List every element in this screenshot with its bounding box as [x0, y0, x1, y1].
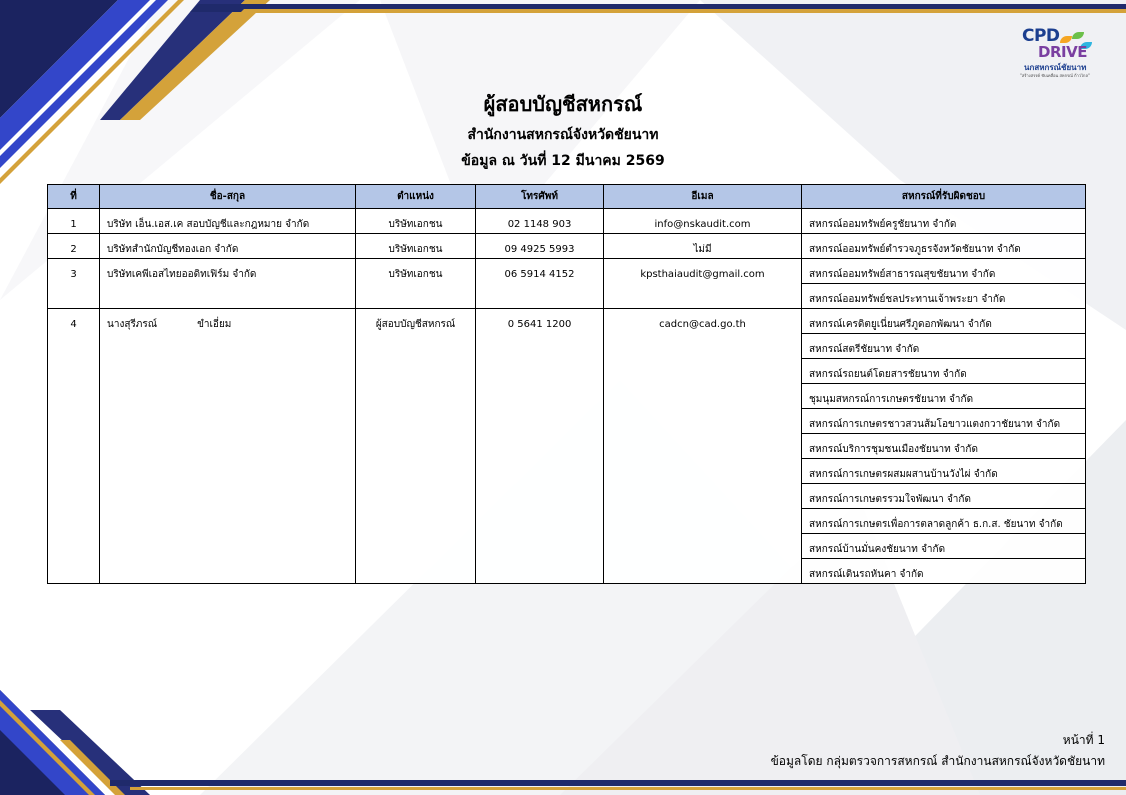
cooperative-item: สหกรณ์รถยนต์โดยสารชัยนาท จำกัด	[802, 358, 1085, 383]
cooperative-item: สหกรณ์บริการชุมชนเมืองชัยนาท จำกัด	[802, 433, 1085, 458]
table-row	[48, 234, 1086, 259]
logo-text-cpd: CPD	[1022, 26, 1060, 46]
auditor-name: บริษัท เอ็น.เอส.เค สอบบัญชีและกฎหมาย จำกัด	[100, 209, 356, 234]
auditor-phone: 09 4925 5993	[476, 234, 604, 259]
auditor-email: kpsthaiaudit@gmail.com	[604, 259, 802, 309]
auditor-position: บริษัทเอกชน	[356, 234, 476, 259]
auditor-first-name: นางสุรีภรณ์	[107, 319, 158, 330]
cooperative-item: สหกรณ์การเกษตรชาวสวนส้มโอขาวแตงกวาชัยนาท จำกัด	[802, 408, 1085, 433]
logo-text-drive: DRIVE	[1038, 43, 1087, 61]
cooperative-item: สหกรณ์ออมทรัพย์ชลประทานเจ้าพระยา จำกัด	[802, 283, 1085, 308]
cooperative-item: สหกรณ์ออมทรัพย์ตำรวจภูธรจังหวัดชัยนาท จำกัด	[809, 244, 1021, 255]
cooperative-item: สหกรณ์สตรีชัยนาท จำกัด	[802, 333, 1085, 358]
row-number: 4	[48, 309, 100, 584]
column-header-position: ตำแหน่ง	[356, 185, 476, 209]
auditor-email: cadcn@cad.go.th	[604, 309, 802, 584]
auditor-phone: 0 5641 1200	[476, 309, 604, 584]
cooperative-item: สหกรณ์การเกษตรเพื่อการตลาดลูกค้า ธ.ก.ส. ชัยนาท จำกัด	[802, 508, 1085, 533]
cooperative-list	[802, 234, 1086, 259]
column-header-no: ที่	[48, 185, 100, 209]
cooperative-item: สหกรณ์การเกษตรรวมใจพัฒนา จำกัด	[802, 483, 1085, 508]
cooperative-item: สหกรณ์ออมทรัพย์สาธารณสุขชัยนาท จำกัด	[809, 269, 996, 280]
row-number: 2	[48, 234, 100, 259]
cooperative-item: ชุมนุมสหกรณ์การเกษตรชัยนาท จำกัด	[802, 383, 1085, 408]
auditor-position: ผู้สอบบัญชีสหกรณ์	[356, 309, 476, 584]
data-source-note: ข้อมูลโดย กลุ่มตรวจการสหกรณ์ สำนักงานสหกรณ์จังหวัดชัยนาท	[770, 754, 1105, 768]
auditor-name	[100, 309, 356, 584]
cooperative-item: สหกรณ์เครดิตยูเนี่ยนศรีภูดอกพัฒนา จำกัด	[809, 319, 992, 330]
row-number: 3	[48, 259, 100, 309]
leaf-icon	[1060, 36, 1072, 43]
table-row	[48, 309, 1086, 584]
page-title: ผู้สอบบัญชีสหกรณ์	[483, 92, 643, 116]
column-header-name: ชื่อ-สกุล	[100, 185, 356, 209]
auditor-name: บริษัทสำนักบัญชีทองเอก จำกัด	[100, 234, 356, 259]
auditor-phone: 06 5914 4152	[476, 259, 604, 309]
office-name: สำนักงานสหกรณ์จังหวัดชัยนาท	[467, 127, 659, 143]
table-header-row	[48, 185, 1086, 209]
table-row	[48, 209, 1086, 234]
auditor-last-name: ขำเอี่ยม	[197, 319, 232, 330]
leaf-icon	[1072, 32, 1084, 39]
cooperative-list	[802, 209, 1086, 234]
logo-text-province: นกสหกรณ์ชัยนาท	[1024, 63, 1087, 72]
column-header-cooperatives: สหกรณ์ที่รับผิดชอบ	[802, 185, 1086, 209]
cooperative-list	[802, 309, 1086, 584]
cooperative-item: สหกรณ์เดินรถหันคา จำกัด	[802, 558, 1085, 583]
page-number: หน้าที่ 1	[1062, 733, 1105, 747]
auditor-position: บริษัทเอกชน	[356, 259, 476, 309]
auditor-table	[47, 184, 1086, 584]
column-header-phone: โทรศัพท์	[476, 185, 604, 209]
auditor-email: info@nskaudit.com	[604, 209, 802, 234]
table-row	[48, 259, 1086, 309]
auditor-email: ไม่มี	[604, 234, 802, 259]
logo-tagline: "สร้างสรรค์ ขับเคลื่อน สหกรณ์ ก้าวไกล"	[1020, 73, 1090, 78]
column-header-email: อีเมล	[604, 185, 802, 209]
auditor-position: บริษัทเอกชน	[356, 209, 476, 234]
cooperative-item: สหกรณ์ออมทรัพย์ครูชัยนาท จำกัด	[809, 219, 957, 230]
cooperative-list	[802, 259, 1086, 309]
auditor-name: บริษัทเคพีเอสไทยออดิทเฟิร์ม จำกัด	[100, 259, 356, 309]
cooperative-item: สหกรณ์การเกษตรผสมผสานบ้านวังไผ่ จำกัด	[802, 458, 1085, 483]
auditor-phone: 02 1148 903	[476, 209, 604, 234]
cpd-drive-logo	[1016, 26, 1096, 82]
data-date: ข้อมูล ณ วันที่ 12 มีนาคม 2569	[461, 153, 665, 169]
row-number: 1	[48, 209, 100, 234]
cooperative-item: สหกรณ์บ้านมั่นคงชัยนาท จำกัด	[802, 533, 1085, 558]
